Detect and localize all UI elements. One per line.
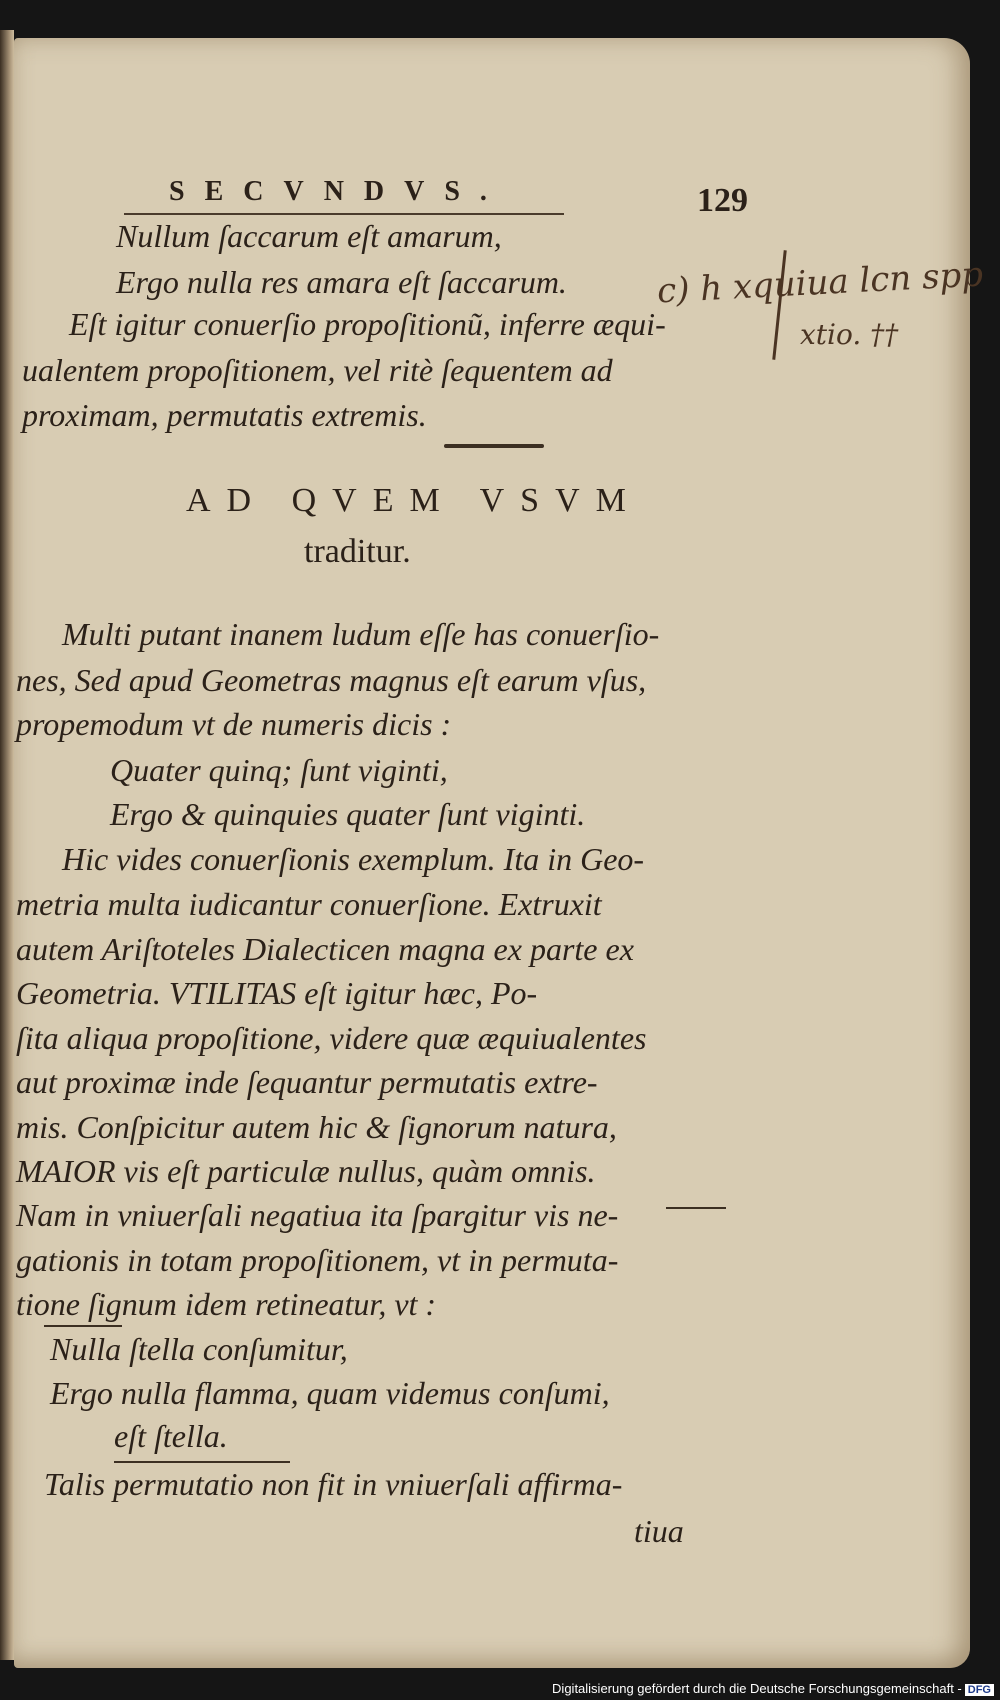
handwritten-note: c) h xquiua lcn spp [656, 254, 984, 312]
section-subheading: traditur. [304, 533, 411, 570]
text-line: Geometria. VTILITAS eſt igitur hæc, Po- [16, 975, 538, 1011]
text-line: Nulla ſtella conſumitur, [50, 1331, 348, 1367]
handwritten-underline [114, 1461, 290, 1463]
text-line: Ergo nulla res amara eſt ſaccarum. [116, 264, 567, 300]
text-line: ualentem propoſitionem, vel ritè ſequentem ad [22, 352, 613, 388]
handwritten-note: xtio. †† [800, 318, 899, 351]
text-line: Ergo nulla flamma, quam videmus conſumi, [50, 1375, 610, 1411]
text-line: propemodum vt de numeris dicis : [16, 706, 452, 742]
header-rule [124, 213, 564, 215]
text-line: Nam in vniuerſali negatiua ita ſpargitur vis ne- [16, 1197, 619, 1233]
text-line: mis. Conſpicitur autem hic & ſignorum natura, [16, 1109, 617, 1145]
book-page [14, 38, 984, 1668]
text-line: nes, Sed apud Geometras magnus eſt earum vſus, [16, 662, 647, 698]
text-line: gationis in totam propoſitionem, vt in permuta- [16, 1242, 619, 1278]
text-line: eſt ſtella. [114, 1418, 228, 1454]
handwritten-underline [666, 1207, 726, 1209]
text-line: metria multa iudicantur conuerſione. Extruxit [16, 886, 602, 922]
text-line: autem Ariſtoteles Dialecticen magna ex parte ex [16, 931, 634, 967]
text-line: proximam, permutatis extremis. [22, 397, 427, 433]
text-line: Eſt igitur conuerſio propoſitionũ, inferre æqui- [69, 306, 666, 342]
section-heading: AD QVEM VSVM [186, 482, 642, 519]
text-line: Nullum ſaccarum eſt amarum, [116, 218, 502, 254]
section-divider-flourish [444, 444, 544, 448]
handwritten-underline [44, 1325, 122, 1327]
book-gutter-edge [0, 30, 14, 1660]
text-line: Quater quinq; ſunt viginti, [110, 752, 448, 788]
text-line: Hic vides conuerſionis exemplum. Ita in Geo- [62, 841, 645, 877]
digitization-credit [552, 1681, 994, 1696]
text-line: MAIOR vis eſt particulæ nullus, quàm omnis. [16, 1153, 596, 1189]
text-line: tione ſignum idem retineatur, vt : [16, 1286, 437, 1322]
text-line: Talis permutatio non fit in vniuerſali affirma- [44, 1466, 623, 1502]
text-line: Multi putant inanem ludum eſſe has conuerſio- [62, 616, 660, 652]
footer-text: Digitalisierung gefördert durch die Deutsche Forschungsgemeinschaft - [552, 1681, 962, 1696]
dfg-logo: DFG [965, 1684, 994, 1696]
text-line: Ergo & quinquies quater ſunt viginti. [110, 796, 586, 832]
text-line: ſita aliqua propoſitione, videre quæ æquiualentes [16, 1020, 647, 1056]
running-header: SECVNDVS. [169, 176, 507, 207]
page-number: 129 [697, 182, 748, 219]
text-line: aut proximæ inde ſequantur permutatis extre- [16, 1064, 598, 1100]
catchword: tiua [634, 1513, 684, 1549]
